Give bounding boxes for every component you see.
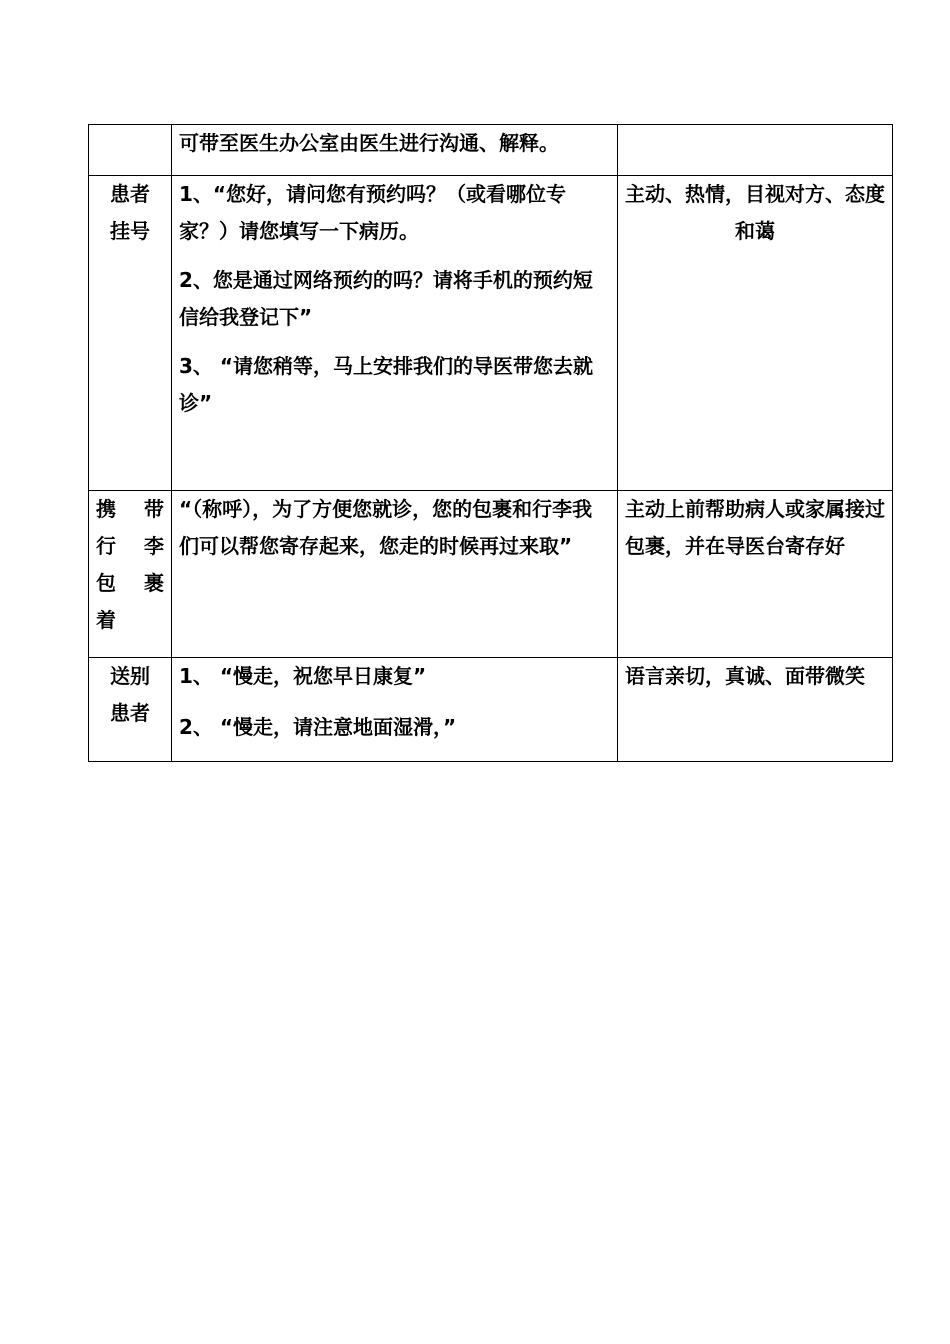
speech-cell xyxy=(172,658,618,762)
label-char: 带 xyxy=(144,497,164,521)
speech-cell xyxy=(172,176,618,491)
requirement-cell: 语言亲切，真诚、面带微笑 xyxy=(618,658,893,762)
label-char: 行 xyxy=(96,534,116,558)
speech-text: “（称呼），为了方便您就诊，您的包裹和行李我们可以帮您寄存起来，您走的时候再过来取” xyxy=(179,497,593,558)
row-label-line xyxy=(96,491,164,528)
row-label-line: 送别 xyxy=(110,664,150,688)
requirement-cell: 主动上前帮助病人或家属接过包裹，并在导医台寄存好 xyxy=(618,491,893,658)
table-row xyxy=(89,658,893,762)
speech-text: 2、 “慢走，请注意地面湿滑，” xyxy=(179,715,457,739)
label-char: 着 xyxy=(96,608,116,632)
speech-cell xyxy=(172,491,618,658)
speech-text: 3、 “请您稍等，马上安排我们的导医带您去就诊” xyxy=(179,354,594,415)
table-row xyxy=(89,491,893,658)
row-label-line: 患者 xyxy=(110,182,150,206)
speech-text: 2、您是通过网络预约的吗？请将手机的预约短信给我登记下” xyxy=(179,268,593,329)
row-label-line xyxy=(96,565,164,602)
row-label-line xyxy=(96,602,164,639)
speech-text: 1、“您好，请问您有预约吗？（或看哪位专家？）请您填写一下病历。 xyxy=(179,182,567,243)
table-row xyxy=(89,176,893,491)
label-char: 裹 xyxy=(144,571,164,595)
table-row xyxy=(89,125,893,176)
row-label xyxy=(89,658,172,762)
row-label-empty xyxy=(89,125,172,176)
speech-text: 1、 “慢走，祝您早日康复” xyxy=(179,664,427,688)
requirement-cell xyxy=(618,125,893,176)
speech-cell xyxy=(172,125,618,176)
etiquette-table xyxy=(88,124,893,762)
requirement-cell: 主动、热情，目视对方、态度和蔼 xyxy=(618,176,893,491)
label-char: 包 xyxy=(96,571,116,595)
speech-text: 可带至医生办公室由医生进行沟通、解释。 xyxy=(179,131,559,155)
row-label xyxy=(89,176,172,491)
label-char: 李 xyxy=(144,534,164,558)
row-label-line: 患者 xyxy=(110,701,150,725)
row-label xyxy=(89,491,172,658)
label-char: 携 xyxy=(96,497,116,521)
row-label-line xyxy=(96,528,164,565)
row-label-line: 挂号 xyxy=(110,219,150,243)
